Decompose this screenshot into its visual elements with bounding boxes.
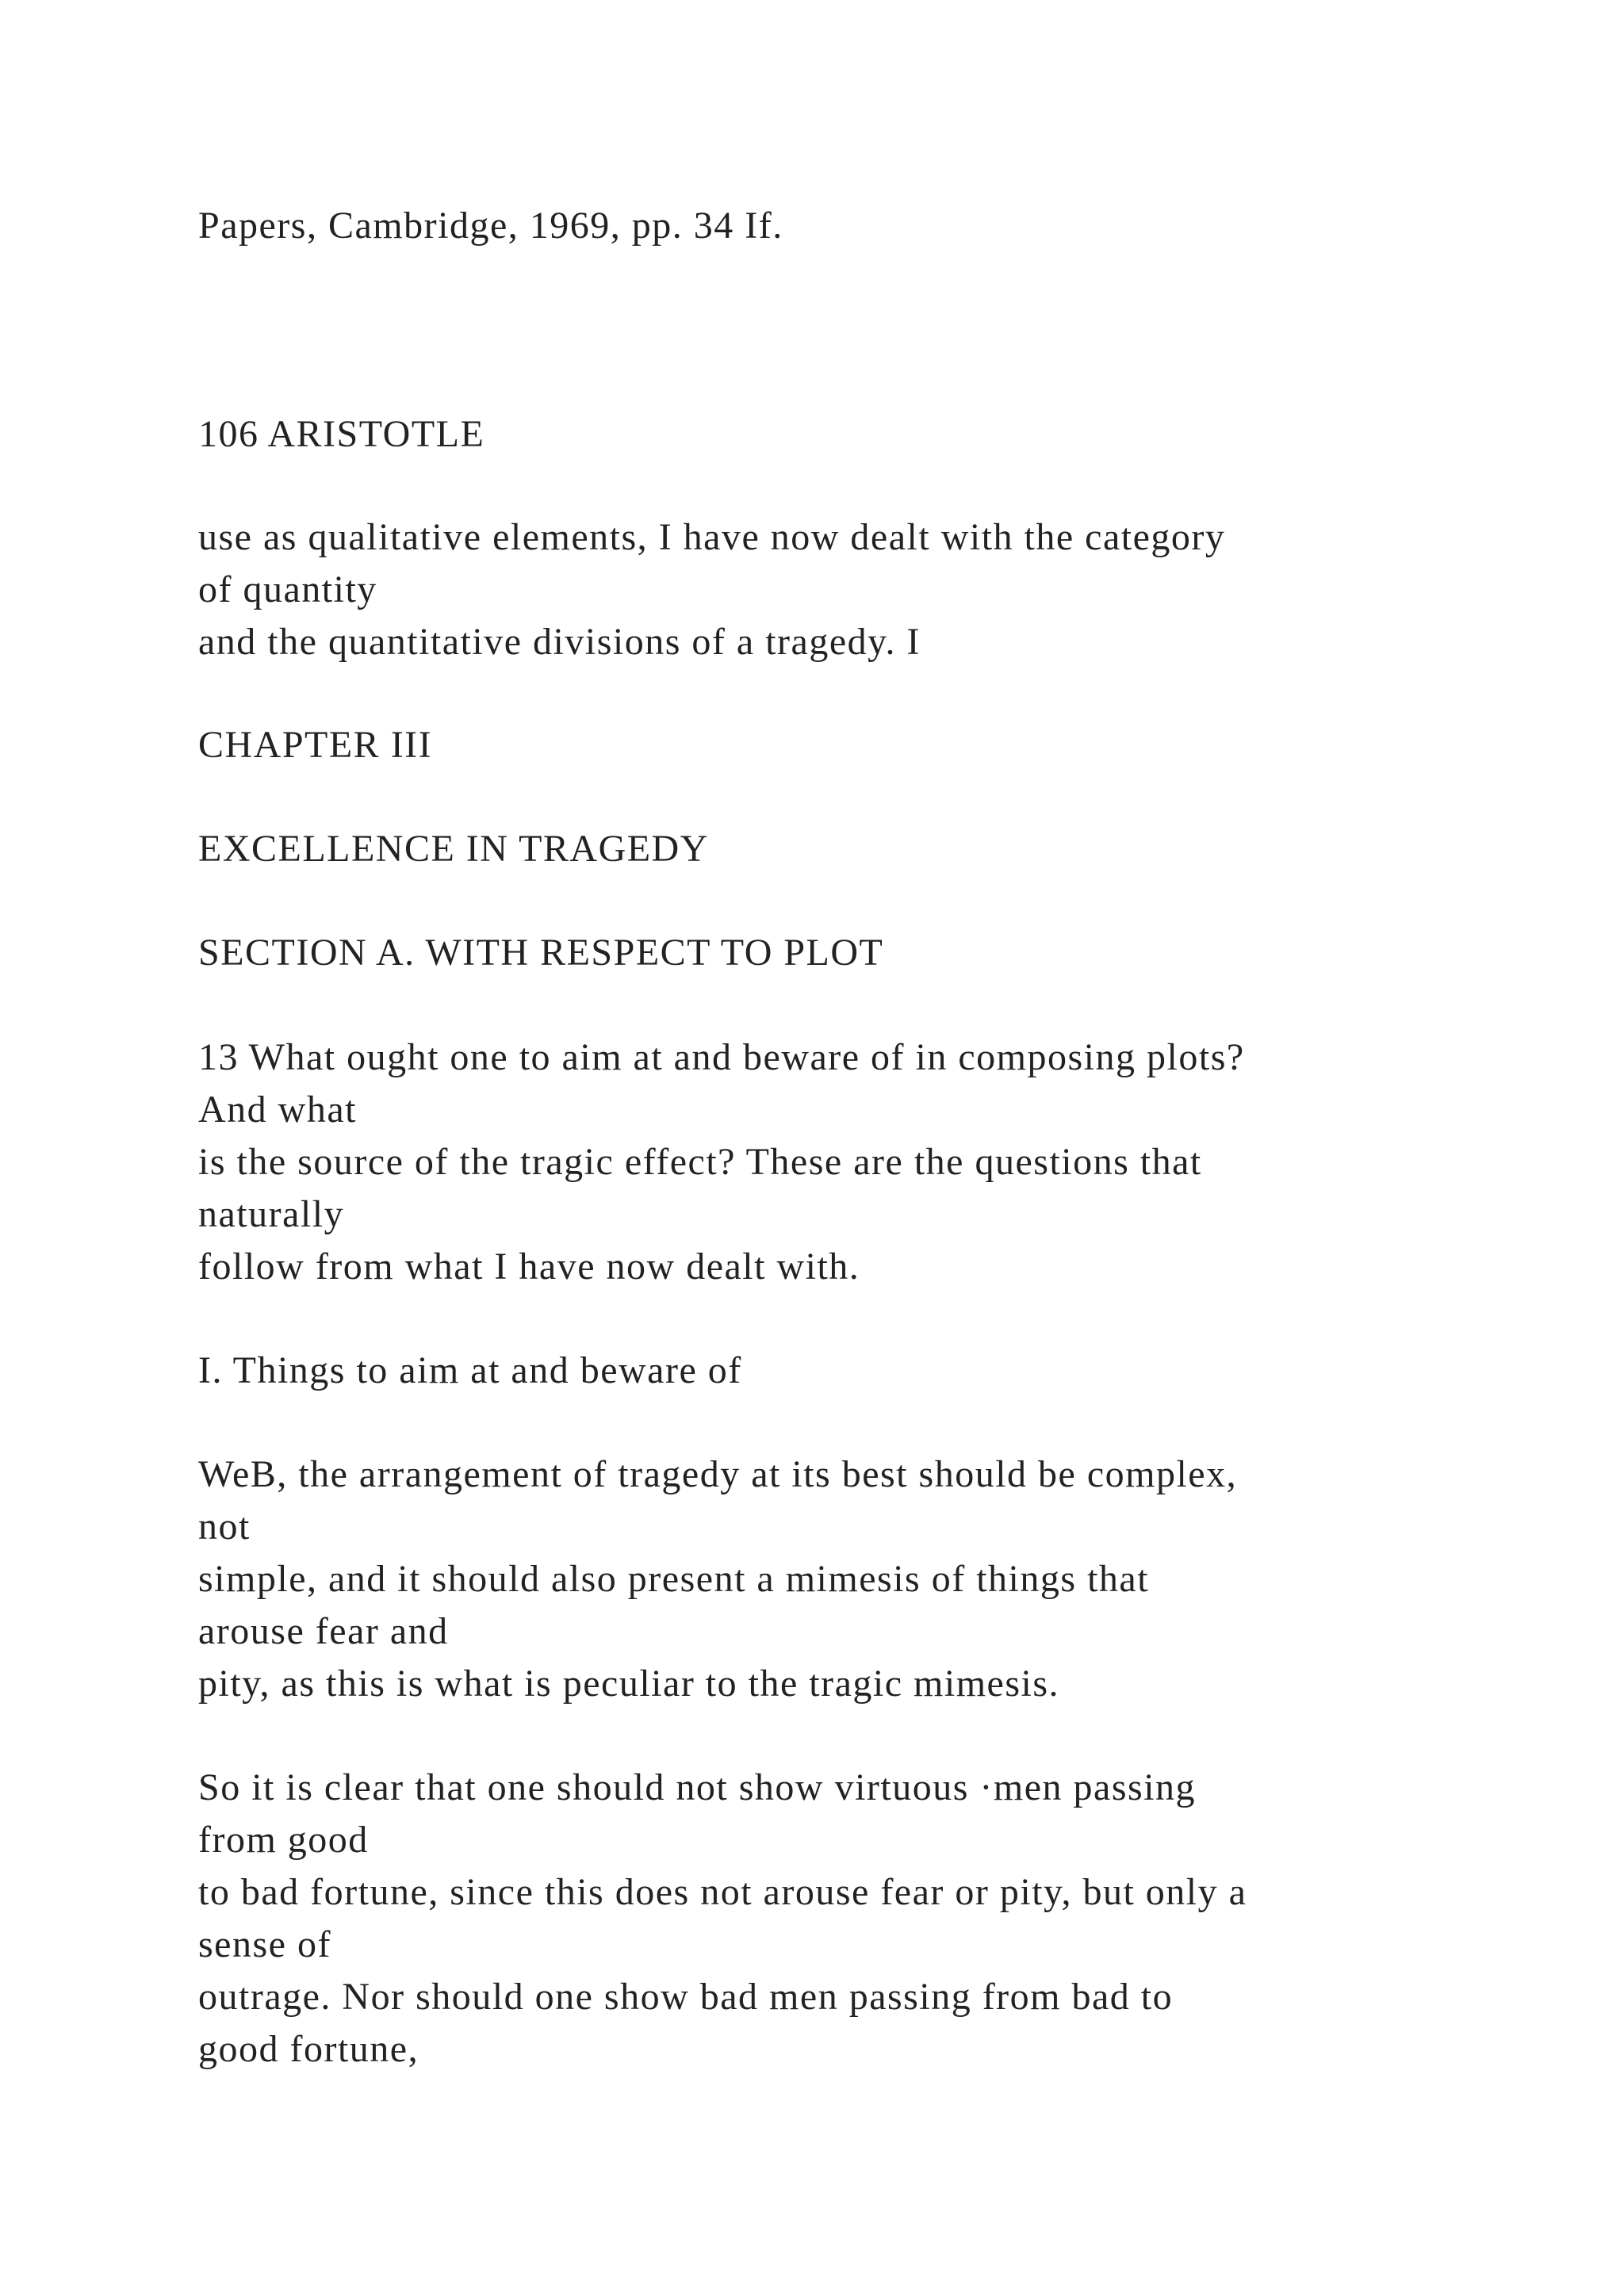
- text-line: not: [198, 1506, 251, 1548]
- text-line: pity, as this is what is peculiar to the tragic mimesis.: [198, 1663, 1060, 1705]
- text-line: WeB, the arrangement of tragedy at its best should be complex,: [198, 1453, 1238, 1495]
- text-line: to bad fortune, since this does not arouse fear or pity, but only a: [198, 1871, 1247, 1913]
- chapter-title: EXCELLENCE IN TRAGEDY: [198, 828, 709, 870]
- text-line: of quantity: [198, 568, 377, 610]
- text-line: arouse fear and: [198, 1610, 449, 1652]
- text-line: So it is clear that one should not show virtuous ·men passing: [198, 1766, 1197, 1808]
- text-line: follow from what I have now dealt with.: [198, 1246, 860, 1288]
- subsection-heading: I. Things to aim at and beware of: [198, 1349, 742, 1391]
- section-heading: SECTION A. WITH RESPECT TO PLOT: [198, 932, 884, 974]
- text-line: outrage. Nor should one show bad men passing from bad to: [198, 1976, 1174, 2018]
- text-line: from good: [198, 1819, 369, 1861]
- text-line: use as qualitative elements, I have now dealt with the category: [198, 516, 1226, 558]
- text-line: and the quantitative divisions of a tragedy. I: [198, 621, 921, 663]
- text-line: good fortune,: [198, 2028, 419, 2070]
- text-line: is the source of the tragic effect? These are the questions that: [198, 1141, 1202, 1183]
- text-line: sense of: [198, 1923, 331, 1965]
- text-line: simple, and it should also present a mimesis of things that: [198, 1558, 1150, 1600]
- chapter-heading: CHAPTER III: [198, 724, 433, 766]
- text-line: naturally: [198, 1193, 345, 1235]
- text-line: Papers, Cambridge, 1969, pp. 34 If.: [198, 205, 783, 247]
- text-line: And what: [198, 1089, 357, 1131]
- running-header: 106 ARISTOTLE: [198, 413, 485, 455]
- text-line: 13 What ought one to aim at and beware of in composing plots?: [198, 1036, 1245, 1078]
